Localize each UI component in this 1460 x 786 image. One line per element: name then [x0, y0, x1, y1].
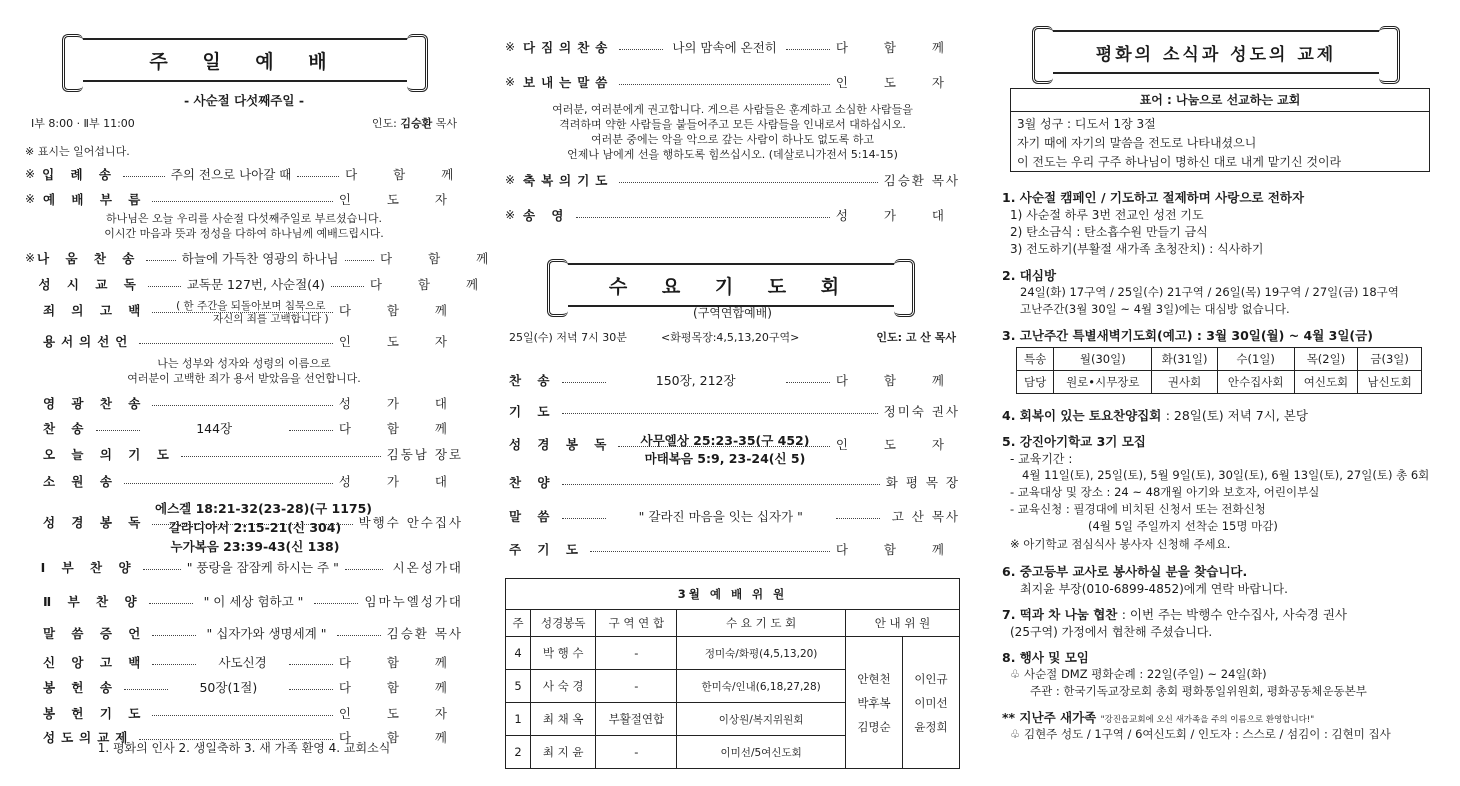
- schedule-cell: 특송: [1017, 348, 1054, 371]
- news-1-line-1: 1) 사순절 하루 3번 전교인 성전 기도: [1010, 208, 1204, 222]
- order-label: 신 앙 고 백: [43, 655, 147, 670]
- committee-cell: 박 행 수: [531, 637, 596, 670]
- wednesday-leader: 정미숙 권사: [883, 404, 960, 419]
- pardon-text: 나는 성부와 성자와 성령의 이름으로 여러분이 고백한 죄가 용서 받았음을 선언합니다.: [127, 357, 361, 385]
- committee-cell: 한미숙/인내(6,18,27,28): [677, 670, 846, 703]
- blessing-row: [505, 170, 960, 190]
- wednesday-leader: 다 함 께: [835, 542, 960, 557]
- news-8-line-1: ♧ 사순절 DMZ 평화순례 : 22일(주일) ~ 24일(화): [1010, 667, 1267, 681]
- news-8-title: 8. 행사 및 모임: [1002, 650, 1089, 665]
- schedule-cell: 목(2일): [1294, 348, 1358, 371]
- order-row: [25, 248, 505, 268]
- closing-row: [505, 37, 960, 57]
- schedule-cell: 수(1일): [1217, 348, 1294, 371]
- order-label: 소 원 송: [43, 474, 118, 489]
- order-label: 용서의선언: [43, 334, 134, 349]
- motto-box: [1010, 88, 1430, 172]
- news-5-line-3: - 교육대상 및 장소 : 24 ~ 48개월 아기와 보호자, 어린이부실: [1010, 485, 1320, 499]
- news-7-title: 7. 떡과 차 나눔 협찬 : 이번 주는 박행수 안수집사, 사숙경 권사: [1002, 607, 1347, 622]
- schedule-cell: 안수집사회: [1217, 371, 1294, 394]
- confession-note: ( 한 주간을 되돌아보며 침묵으로 자신의 죄를 고백합니다 ): [176, 300, 329, 325]
- order-label: 찬 송: [43, 421, 90, 436]
- committee-header: 주: [506, 610, 531, 637]
- order-row: [25, 444, 463, 464]
- order-row: [25, 591, 463, 611]
- order-leader: 인 도 자: [338, 706, 463, 721]
- wednesday-area: <화평목장:4,5,13,20구역>: [661, 331, 800, 344]
- wednesday-row: [505, 370, 960, 390]
- closing-leader: 다 함 께: [835, 40, 960, 55]
- order-content: 144장: [196, 421, 233, 436]
- news-6-title: 6. 중고등부 교사로 봉사하실 분을 찾습니다.: [1002, 564, 1248, 579]
- sunday-readings: 에스겔 18:21-32(23-28)(구 1175) 갈라디아서 2:15-21(신 304) 누가복음 23:39-43(신 138): [155, 501, 372, 554]
- committee-title: 3월 예 배 위 원: [506, 579, 960, 610]
- order-leader: 다 함 께: [338, 680, 463, 695]
- order-content: 교독문 127번, 사순절(4): [186, 277, 325, 292]
- news-5-line-5: (4월 5일 주일까지 선착순 15명 마감): [1088, 519, 1278, 533]
- sending-word-text: 여러분, 여러분에게 권고합니다. 게으른 사람들은 훈계하고 소심한 사람들을 격려하며 약한 사람들을 붙들어주고 모든 사람들을 인내로서 대하십시오. 여러분 중에는 악을 악으로 갚는 사람이 하나도 없도록 하고 언제나 남에게 선을 행하도록 힘쓰십시오. (데살로니가전서 5:14-15): [552, 103, 913, 161]
- schedule-cell: 월(30일): [1054, 348, 1152, 371]
- standing-mark: ※: [25, 167, 36, 181]
- order-row: [25, 418, 463, 438]
- standing-mark: ※: [505, 75, 516, 89]
- order-row: [25, 623, 463, 643]
- sunday-worship-banner: [70, 38, 420, 82]
- service-times: Ⅰ부 8:00 · Ⅱ부 11:00: [31, 117, 135, 130]
- order-row: [25, 393, 463, 413]
- new-family-title: ** 지난주 새가족 "강진읍교회에 오신 새가족을 주의 이름으로 환영합니다!": [1002, 710, 1315, 725]
- order-leader: 김승환 목사: [386, 626, 463, 641]
- order-content: " 십자가와 생명세계 ": [206, 626, 327, 641]
- usher-name: 박후복: [857, 695, 891, 710]
- wednesday-content: 150장, 212장: [655, 373, 736, 388]
- usher-name: 안현천: [857, 671, 891, 686]
- news-5-line-2: 4월 11일(토), 25일(토), 5월 9일(토), 30일(토), 6월 13일(토), 27일(토) 총 6회: [1022, 468, 1430, 482]
- order-label: 성 시 교 독: [38, 277, 142, 292]
- order-label: 입 례 송: [42, 167, 118, 182]
- news-1-title: 1. 사순절 캠페인 / 기도하고 절제하며 사랑으로 전하자: [1002, 190, 1305, 205]
- wednesday-row: [505, 472, 960, 492]
- wednesday-leader: 화 평 목 장: [885, 475, 960, 490]
- blessing-label: 축복의기도: [523, 173, 614, 188]
- committee-cell: 1: [506, 703, 531, 736]
- order-row: [25, 677, 463, 697]
- wednesday-label: 성 경 봉 독: [509, 437, 613, 452]
- order-row: [25, 652, 463, 672]
- wednesday-label: 기 도: [509, 404, 556, 419]
- usher-name: 윤정희: [914, 719, 948, 734]
- wednesday-label: 찬 송: [509, 373, 556, 388]
- order-label: 오 늘 의 기 도: [43, 447, 175, 462]
- order-leader: 다 함 께: [369, 277, 495, 292]
- wednesday-leader: 인 도 자: [835, 437, 960, 452]
- news-1-line-3: 3) 전도하기(부활절 새가족 초청잔치) : 식사하기: [1010, 242, 1264, 256]
- order-label: 말 씀 증 언: [43, 626, 147, 641]
- order-label: Ⅰ 부 찬 양: [40, 560, 137, 575]
- committee-header: 성경봉독: [531, 610, 596, 637]
- sunday-worship-column: [25, 0, 505, 786]
- news-5-line-4: - 교육신청 : 필경대에 비치된 신청서 또는 전화신청: [1010, 502, 1266, 516]
- order-label: 봉 헌 송: [43, 680, 118, 695]
- order-label: 죄 의 고 백: [43, 303, 147, 318]
- order-leader: 다 함 께: [338, 655, 463, 670]
- order-leader: 성 가 대: [338, 474, 463, 489]
- news-title: 평화의 소식과 성도의 교제: [1095, 44, 1337, 65]
- order-row: [25, 274, 495, 294]
- worship-subtitle: - 사순절 다섯째주일 -: [183, 93, 305, 108]
- committee-cell: 최 채 옥: [531, 703, 596, 736]
- order-leader: 인 도 자: [338, 334, 463, 349]
- wednesday-leader: 인도: 고 산 목사: [876, 331, 956, 344]
- schedule-cell: 화(31일): [1152, 348, 1217, 371]
- order-leader: 다 함 께: [338, 303, 463, 318]
- news-6-line-1: 최지윤 부장(010-6899-4852)에게 연락 바랍니다.: [1020, 582, 1288, 596]
- motto-title: 표어 : 나눔으로 선교하는 교회: [1011, 89, 1429, 112]
- call-to-worship-text: 하나님은 오늘 우리를 사순절 다섯째주일로 부르셨습니다. 이시간 마음과 뜻과 정성을 다하여 하나님께 예배드립시다.: [104, 212, 384, 240]
- wednesday-label: 말 씀: [509, 509, 556, 524]
- committee-cell: -: [596, 670, 677, 703]
- standing-mark: ※: [505, 40, 516, 54]
- wednesday-content: " 갈라진 마음을 잇는 십자가 ": [638, 509, 803, 524]
- order-label: 성도의교제: [43, 730, 134, 745]
- committee-cell: 5: [506, 670, 531, 703]
- wednesday-time: 25일(수) 저녁 7시 30분: [509, 331, 627, 344]
- wednesday-prayer-title: 수 요 기 도 회: [608, 275, 854, 298]
- schedule-cell: 남신도회: [1358, 371, 1422, 394]
- wednesday-label: 주 기 도: [509, 542, 584, 557]
- fellowship-list: 1. 평화의 인사 2. 생일축하 3. 새 가족 환영 4. 교회소식: [97, 741, 391, 755]
- sunday-worship-title: 주 일 예 배: [149, 50, 341, 73]
- news-1-line-2: 2) 탄소금식 : 탄소흡수원 만들기 금식: [1010, 225, 1208, 239]
- order-content: 주의 전으로 나아갈 때: [170, 167, 292, 182]
- order-leader: 다 함 께: [345, 167, 470, 182]
- committee-cell: 정미숙/화평(4,5,13,20): [677, 637, 846, 670]
- news-2-title: 2. 대심방: [1002, 268, 1057, 283]
- blessing-row: [505, 205, 960, 225]
- order-label: 나 움 찬 송: [37, 251, 141, 266]
- standing-mark: ※: [25, 192, 36, 206]
- order-row: [25, 557, 463, 577]
- order-content: 하늘에 가득찬 영광의 하나님: [181, 251, 339, 266]
- standing-mark: ※: [505, 208, 516, 222]
- wednesday-leader: 다 함 께: [835, 373, 960, 388]
- order-row: [25, 703, 463, 723]
- order-leader: 다 함 께: [338, 730, 463, 745]
- news-4-title: 4. 회복이 있는 토요찬양집회 : 28일(토) 저녁 7시, 본당: [1002, 408, 1308, 423]
- order-row: [25, 164, 470, 184]
- order-leader: 인 도 자: [338, 192, 463, 207]
- blessing-leader: 성 가 대: [835, 208, 960, 223]
- usher-name: 김명순: [857, 719, 891, 734]
- news-3-title: 3. 고난주간 특별새벽기도회(예고) : 3월 30일(월) ~ 4월 3일(금): [1002, 328, 1373, 343]
- order-content: 50장(1절): [199, 680, 258, 695]
- closing-and-wednesday-column: [505, 0, 960, 786]
- closing-label: 보내는말씀: [523, 75, 614, 90]
- wednesday-leader: 고 산 목사: [891, 509, 960, 524]
- standing-mark: ※: [25, 251, 36, 265]
- order-leader: 임마누엘성가대: [364, 594, 463, 609]
- news-column: [1002, 0, 1442, 786]
- committee-cell: 최 지 윤: [531, 736, 596, 769]
- schedule-cell: 여신도회: [1294, 371, 1358, 394]
- motto-verse-1: 자기 때에 자기의 말씀을 전도로 나타내셨으니: [1017, 136, 1257, 150]
- closing-content: 나의 맘속에 온전히: [672, 40, 777, 55]
- dawn-prayer-schedule: [1016, 347, 1422, 394]
- closing-row: [505, 72, 960, 92]
- committee-cell: 2: [506, 736, 531, 769]
- schedule-cell: 원로•시무장로: [1054, 371, 1152, 394]
- order-row: [25, 331, 463, 351]
- news-8-line-2: 주관 : 한국기독교장로회 총회 평화통일위원회, 평화공동체운동본부: [1030, 684, 1367, 698]
- news-5-line-1: - 교육기간 :: [1010, 452, 1073, 466]
- committee-cell: 부활절연합: [596, 703, 677, 736]
- blessing-label: 송 영: [523, 208, 570, 223]
- new-family-line-1: ♧ 김현주 성도 / 1구역 / 6여신도회 / 인도자 : 스스로 / 섬김이 : 김현미 집사: [1010, 727, 1391, 741]
- wednesday-row: [505, 539, 960, 559]
- wednesday-prayer-banner: [555, 263, 907, 307]
- order-row: [25, 471, 463, 491]
- news-2-line-1: 24일(화) 17구역 / 25일(수) 21구역 / 26일(목) 19구역 / 27일(금) 18구역: [1020, 285, 1399, 299]
- news-banner: [1040, 30, 1392, 74]
- committee-row: [506, 637, 960, 670]
- committee-cell: 이미선/5여신도회: [677, 736, 846, 769]
- order-label: 예 배 부 름: [43, 192, 147, 207]
- wednesday-readings: 사무엘상 25:23-35(구 452) 마태복음 5:9, 23-24(신 5): [640, 433, 810, 466]
- committee-header: 수 요 기 도 회: [677, 610, 846, 637]
- order-leader: 시온성가대: [392, 560, 463, 575]
- order-leader: 박행수 안수집사: [358, 515, 463, 530]
- order-label: 봉 헌 기 도: [43, 706, 147, 721]
- worship-committee-table: [505, 578, 960, 769]
- usher-name: 이인규: [914, 671, 948, 686]
- news-2-line-2: 고난주간(3월 30일 ~ 4월 3일)에는 대심방 없습니다.: [1020, 302, 1290, 316]
- worship-leader: 인도: 김승환 목사: [371, 117, 457, 130]
- order-content: " 풍랑을 잠잠케 하시는 주 ": [186, 560, 339, 575]
- wednesday-subtitle: (구역연합예배): [693, 306, 772, 320]
- order-leader: 성 가 대: [338, 396, 463, 411]
- wednesday-label: 찬 양: [509, 475, 556, 490]
- committee-cell: 사 숙 경: [531, 670, 596, 703]
- news-7-line-1: (25구역) 가정에서 협찬해 주셨습니다.: [1010, 625, 1213, 639]
- committee-cell: 이상원/복지위원회: [677, 703, 846, 736]
- committee-cell: -: [596, 637, 677, 670]
- committee-cell: 4: [506, 637, 531, 670]
- motto-verse-ref: 3월 성구 : 디도서 1장 3절: [1017, 117, 1156, 131]
- order-leader: 다 함 께: [338, 421, 463, 436]
- usher-column: [846, 637, 903, 769]
- committee-header: 구 역 연 합: [596, 610, 677, 637]
- schedule-cell: 담당: [1017, 371, 1054, 394]
- order-label: 영 광 찬 송: [43, 396, 147, 411]
- wednesday-row: [505, 506, 960, 526]
- closing-label: 다짐의찬송: [523, 40, 614, 55]
- order-label: 성 경 봉 독: [43, 515, 147, 530]
- committee-cell: -: [596, 736, 677, 769]
- order-content: 사도신경: [218, 655, 267, 670]
- blessing-leader: 김승환 목사: [883, 173, 960, 188]
- usher-name: 이미선: [914, 695, 948, 710]
- committee-header: 안 내 위 원: [846, 610, 960, 637]
- motto-verse-2: 이 전도는 우리 구주 하나님이 명하신 대로 내게 맡기신 것이라: [1017, 155, 1342, 169]
- wednesday-row: [505, 401, 960, 421]
- closing-leader: 인 도 자: [835, 75, 960, 90]
- schedule-cell: 권사회: [1152, 371, 1217, 394]
- news-5-line-6: ※ 아기학교 점심식사 봉사자 신청해 주세요.: [1010, 537, 1231, 551]
- news-5-title: 5. 강진아기학교 3기 모집: [1002, 434, 1146, 449]
- order-leader: 김동남 장로: [386, 447, 463, 462]
- standing-note: ※ 표시는 일어섭니다.: [25, 145, 130, 158]
- order-leader: 다 함 께: [380, 251, 505, 266]
- order-content: " 이 세상 험하고 ": [203, 594, 304, 609]
- standing-mark: ※: [505, 173, 516, 187]
- schedule-cell: 금(3일): [1358, 348, 1422, 371]
- order-label: Ⅱ 부 찬 양: [43, 594, 143, 609]
- usher-column: [903, 637, 960, 769]
- order-row: [25, 189, 463, 209]
